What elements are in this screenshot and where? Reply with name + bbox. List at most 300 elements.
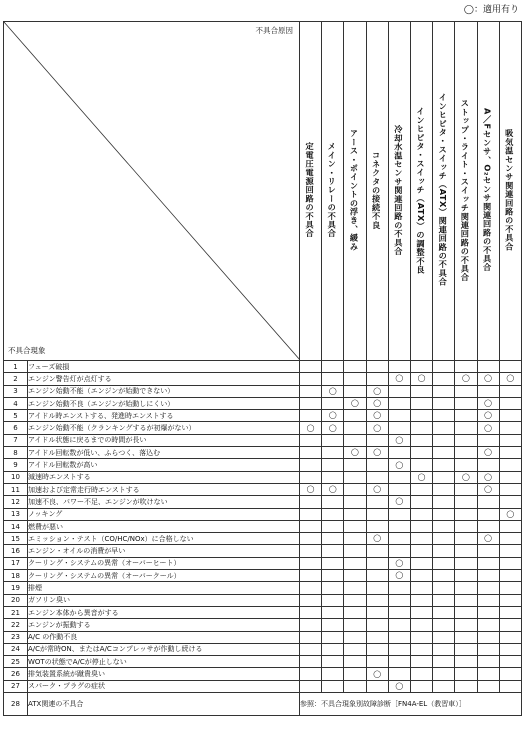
empty-cell (300, 410, 322, 422)
symptom-cell: WOTの状態でA/Cが停止しない (28, 656, 300, 668)
symptom-cause-table (3, 21, 522, 716)
cause-column-label: A／Fセンサ、O₂センサ関連回路の不具合 (482, 108, 493, 272)
symptom-cell: フューズ破損 (28, 361, 300, 373)
empty-cell (344, 557, 366, 569)
empty-cell (477, 520, 499, 532)
row-number: 23 (4, 631, 28, 643)
empty-cell (322, 656, 344, 668)
cause-column-label: 吸気温センサ関連回路の不具合 (504, 129, 515, 251)
empty-cell (344, 385, 366, 397)
empty-cell (388, 447, 410, 459)
empty-cell (344, 643, 366, 655)
table-row (4, 656, 522, 668)
empty-cell (499, 520, 521, 532)
empty-cell (410, 496, 432, 508)
corner-diagonal (4, 22, 300, 360)
empty-cell (455, 385, 477, 397)
empty-cell (322, 533, 344, 545)
empty-cell (410, 570, 432, 582)
empty-cell (300, 582, 322, 594)
empty-cell (455, 619, 477, 631)
applicable-mark: ◯ (322, 410, 344, 422)
empty-cell (300, 434, 322, 446)
empty-cell (300, 606, 322, 618)
empty-cell (300, 668, 322, 680)
empty-cell (499, 631, 521, 643)
empty-cell (455, 594, 477, 606)
table-row (4, 545, 522, 557)
symptom-cell: クーリング・システムの異常（オーバーヒート） (28, 557, 300, 569)
empty-cell (455, 422, 477, 434)
applicable-mark: ◯ (477, 483, 499, 495)
empty-cell (455, 668, 477, 680)
empty-cell (477, 668, 499, 680)
empty-cell (499, 594, 521, 606)
empty-cell (366, 680, 388, 692)
empty-cell (433, 631, 455, 643)
empty-cell (455, 496, 477, 508)
empty-cell (366, 373, 388, 385)
applicable-mark: ◯ (388, 557, 410, 569)
empty-cell (410, 619, 432, 631)
cause-column-header (344, 22, 366, 361)
empty-cell (499, 483, 521, 495)
empty-cell (455, 680, 477, 692)
empty-cell (499, 656, 521, 668)
empty-cell (366, 619, 388, 631)
empty-cell (322, 496, 344, 508)
symptom-cell: 燃費が悪い (28, 520, 300, 532)
empty-cell (344, 533, 366, 545)
empty-cell (410, 397, 432, 409)
empty-cell (477, 361, 499, 373)
empty-cell (388, 361, 410, 373)
empty-cell (455, 557, 477, 569)
empty-cell (344, 483, 366, 495)
table-row (4, 483, 522, 495)
row-number: 2 (4, 373, 28, 385)
table-row (4, 557, 522, 569)
table-body (4, 361, 522, 716)
empty-cell (388, 483, 410, 495)
empty-cell (433, 545, 455, 557)
empty-cell (410, 606, 432, 618)
empty-cell (477, 631, 499, 643)
empty-cell (322, 508, 344, 520)
empty-cell (477, 545, 499, 557)
empty-cell (477, 582, 499, 594)
empty-cell (433, 520, 455, 532)
empty-cell (344, 434, 366, 446)
empty-cell (388, 619, 410, 631)
empty-cell (433, 434, 455, 446)
empty-cell (477, 385, 499, 397)
applicable-mark: ◯ (322, 483, 344, 495)
row-number: 3 (4, 385, 28, 397)
cause-column-header (477, 22, 499, 361)
empty-cell (322, 557, 344, 569)
empty-cell (344, 459, 366, 471)
empty-cell (388, 508, 410, 520)
table-row (4, 508, 522, 520)
empty-cell (366, 545, 388, 557)
empty-cell (455, 643, 477, 655)
table-row (4, 397, 522, 409)
empty-cell (388, 643, 410, 655)
empty-cell (499, 410, 521, 422)
empty-cell (433, 496, 455, 508)
empty-cell (410, 410, 432, 422)
header-row (4, 22, 522, 361)
empty-cell (366, 520, 388, 532)
empty-cell (499, 447, 521, 459)
row-number: 22 (4, 619, 28, 631)
table-row (4, 693, 522, 716)
row-number: 13 (4, 508, 28, 520)
row-number: 12 (4, 496, 28, 508)
applicable-mark: ◯ (455, 471, 477, 483)
empty-cell (410, 520, 432, 532)
empty-cell (300, 373, 322, 385)
empty-cell (322, 570, 344, 582)
empty-cell (344, 668, 366, 680)
empty-cell (499, 434, 521, 446)
empty-cell (410, 422, 432, 434)
empty-cell (344, 631, 366, 643)
row-number: 19 (4, 582, 28, 594)
table-row (4, 361, 522, 373)
empty-cell (410, 483, 432, 495)
empty-cell (433, 668, 455, 680)
empty-cell (499, 385, 521, 397)
empty-cell (344, 520, 366, 532)
cause-column-label: ストップ・ライト・スイッチ関連回路の不具合 (460, 98, 471, 282)
row-number: 26 (4, 668, 28, 680)
applicable-mark: ◯ (322, 422, 344, 434)
empty-cell (322, 447, 344, 459)
cause-column-label: インヒビタ・スイッチ（ATX）の調整不良 (416, 106, 427, 274)
table-row (4, 619, 522, 631)
table-row (4, 631, 522, 643)
applicable-mark: ◯ (477, 373, 499, 385)
empty-cell (300, 619, 322, 631)
symptom-cell: エミッション・テスト（CO/HC/NOx）に合格しない (28, 533, 300, 545)
empty-cell (477, 619, 499, 631)
empty-cell (388, 397, 410, 409)
empty-cell (410, 557, 432, 569)
empty-cell (300, 471, 322, 483)
empty-cell (344, 361, 366, 373)
table-row (4, 434, 522, 446)
cause-column-header (455, 22, 477, 361)
empty-cell (300, 459, 322, 471)
empty-cell (300, 570, 322, 582)
symptom-cell: ノッキング (28, 508, 300, 520)
empty-cell (455, 656, 477, 668)
cause-column-label: コネクタの接続不良 (371, 150, 382, 230)
empty-cell (477, 508, 499, 520)
symptom-cell: クーリング・システムの異常（オーバークール） (28, 570, 300, 582)
symptom-cell: 加速および定常走行時エンストする (28, 483, 300, 495)
empty-cell (300, 508, 322, 520)
row-number: 18 (4, 570, 28, 582)
empty-cell (388, 668, 410, 680)
empty-cell (433, 570, 455, 582)
empty-cell (300, 520, 322, 532)
symptom-cell: アイドル回転数が低い、ふらつく、落込む (28, 447, 300, 459)
table-row (4, 385, 522, 397)
cause-column-label: 冷却水温センサ関連回路の不具合 (393, 124, 404, 256)
empty-cell (455, 533, 477, 545)
row-number: 1 (4, 361, 28, 373)
empty-cell (366, 496, 388, 508)
empty-cell (477, 594, 499, 606)
applicable-mark: ◯ (410, 373, 432, 385)
empty-cell (344, 508, 366, 520)
applicable-mark: ◯ (477, 447, 499, 459)
empty-cell (499, 533, 521, 545)
empty-cell (433, 422, 455, 434)
applicable-mark: ◯ (344, 397, 366, 409)
empty-cell (388, 520, 410, 532)
empty-cell (455, 631, 477, 643)
table-row (4, 373, 522, 385)
empty-cell (388, 656, 410, 668)
empty-cell (300, 557, 322, 569)
empty-cell (410, 582, 432, 594)
empty-cell (455, 582, 477, 594)
table-row (4, 471, 522, 483)
empty-cell (344, 410, 366, 422)
empty-cell (388, 471, 410, 483)
empty-cell (433, 680, 455, 692)
empty-cell (410, 656, 432, 668)
symptom-cell: エンジン本体から異音がする (28, 606, 300, 618)
empty-cell (410, 680, 432, 692)
symptom-cell: 加速不良、パワー不足、エンジンが吹けない (28, 496, 300, 508)
applicable-mark: ◯ (388, 680, 410, 692)
empty-cell (388, 533, 410, 545)
applicable-mark: ◯ (366, 410, 388, 422)
cause-column-label: インヒビタ・スイッチ（ATX）関連回路の不具合 (438, 93, 449, 287)
empty-cell (388, 545, 410, 557)
symptom-cell: ガソリン臭い (28, 594, 300, 606)
empty-cell (366, 656, 388, 668)
applicable-mark: ◯ (366, 397, 388, 409)
empty-cell (477, 606, 499, 618)
empty-cell (433, 643, 455, 655)
empty-cell (499, 459, 521, 471)
applicable-mark: ◯ (388, 570, 410, 582)
symptom-cell: エンジン始動不能（エンジンが始動できない） (28, 385, 300, 397)
empty-cell (322, 680, 344, 692)
empty-cell (410, 631, 432, 643)
empty-cell (410, 361, 432, 373)
applicable-mark: ◯ (388, 373, 410, 385)
empty-cell (300, 447, 322, 459)
empty-cell (433, 373, 455, 385)
empty-cell (499, 545, 521, 557)
empty-cell (499, 361, 521, 373)
empty-cell (322, 582, 344, 594)
applicable-mark: ◯ (477, 471, 499, 483)
empty-cell (322, 668, 344, 680)
row-number: 10 (4, 471, 28, 483)
row-number: 8 (4, 447, 28, 459)
empty-cell (433, 656, 455, 668)
empty-cell (455, 434, 477, 446)
empty-cell (477, 656, 499, 668)
applicable-mark: ◯ (366, 483, 388, 495)
applicable-mark: ◯ (388, 434, 410, 446)
empty-cell (410, 668, 432, 680)
empty-cell (388, 410, 410, 422)
cause-column-label: アース・ポイントの浮き、緩み (349, 129, 360, 251)
empty-cell (499, 471, 521, 483)
empty-cell (366, 459, 388, 471)
applicable-mark: ◯ (388, 459, 410, 471)
empty-cell (433, 483, 455, 495)
empty-cell (388, 422, 410, 434)
symptom-cell: A/C の作動不良 (28, 631, 300, 643)
cause-axis-label: 不具合原因 (255, 26, 293, 35)
symptom-cell: エンジンが振動する (28, 619, 300, 631)
empty-cell (477, 680, 499, 692)
empty-cell (344, 619, 366, 631)
empty-cell (477, 434, 499, 446)
table-row (4, 447, 522, 459)
table-row (4, 680, 522, 692)
empty-cell (366, 631, 388, 643)
symptom-cell: エンジン始動不能（クランキングするが初爆がない） (28, 422, 300, 434)
empty-cell (344, 570, 366, 582)
empty-cell (499, 422, 521, 434)
row-number: 20 (4, 594, 28, 606)
empty-cell (455, 606, 477, 618)
symptom-cell: アイドル時エンストする、発進時エンストする (28, 410, 300, 422)
table-row (4, 533, 522, 545)
empty-cell (300, 361, 322, 373)
empty-cell (366, 582, 388, 594)
applicable-mark: ◯ (477, 410, 499, 422)
legend-note: ◯：適用有り (463, 5, 519, 15)
symptom-cell: アイドル回転数が高い (28, 459, 300, 471)
empty-cell (433, 459, 455, 471)
empty-cell (388, 594, 410, 606)
applicable-mark: ◯ (300, 483, 322, 495)
reference-note: 参照：不具合現象別故障診断［FN4A-EL（教習車）］ (300, 693, 522, 716)
empty-cell (322, 373, 344, 385)
empty-cell (344, 373, 366, 385)
empty-cell (344, 496, 366, 508)
row-number: 9 (4, 459, 28, 471)
empty-cell (477, 570, 499, 582)
empty-cell (433, 582, 455, 594)
empty-cell (499, 680, 521, 692)
empty-cell (455, 570, 477, 582)
applicable-mark: ◯ (477, 422, 499, 434)
empty-cell (300, 631, 322, 643)
empty-cell (433, 447, 455, 459)
symptom-cell: エンジン・オイルの消費が早い (28, 545, 300, 557)
empty-cell (388, 582, 410, 594)
corner-cell (4, 22, 300, 361)
empty-cell (433, 361, 455, 373)
symptom-cell: エンジン始動不良（エンジンが始動しにくい） (28, 397, 300, 409)
table-row (4, 643, 522, 655)
table-row (4, 520, 522, 532)
empty-cell (410, 459, 432, 471)
row-number: 11 (4, 483, 28, 495)
empty-cell (300, 496, 322, 508)
empty-cell (344, 606, 366, 618)
applicable-mark: ◯ (410, 471, 432, 483)
empty-cell (433, 471, 455, 483)
table-row (4, 582, 522, 594)
empty-cell (366, 594, 388, 606)
empty-cell (499, 668, 521, 680)
empty-cell (300, 656, 322, 668)
cause-column-header (366, 22, 388, 361)
empty-cell (455, 483, 477, 495)
empty-cell (433, 533, 455, 545)
empty-cell (322, 459, 344, 471)
empty-cell (455, 545, 477, 557)
applicable-mark: ◯ (344, 447, 366, 459)
table-row (4, 422, 522, 434)
empty-cell (322, 619, 344, 631)
empty-cell (410, 594, 432, 606)
empty-cell (410, 545, 432, 557)
empty-cell (322, 643, 344, 655)
table-row (4, 570, 522, 582)
empty-cell (344, 594, 366, 606)
symptom-cell: 排気装置系統が蹴貴臭い (28, 668, 300, 680)
empty-cell (455, 520, 477, 532)
empty-cell (499, 643, 521, 655)
empty-cell (366, 508, 388, 520)
empty-cell (477, 496, 499, 508)
table-row (4, 594, 522, 606)
empty-cell (499, 496, 521, 508)
empty-cell (410, 643, 432, 655)
empty-cell (410, 447, 432, 459)
row-number: 24 (4, 643, 28, 655)
empty-cell (388, 606, 410, 618)
empty-cell (366, 434, 388, 446)
cause-column-header (300, 22, 322, 361)
row-number: 15 (4, 533, 28, 545)
symptom-cell: エンジン警告灯が点灯する (28, 373, 300, 385)
table-row (4, 668, 522, 680)
symptom-cell: A/Cが常時ON、またはA/Cコンプレッサが作動し続ける (28, 643, 300, 655)
empty-cell (300, 545, 322, 557)
empty-cell (344, 680, 366, 692)
empty-cell (300, 397, 322, 409)
empty-cell (433, 594, 455, 606)
empty-cell (388, 631, 410, 643)
cause-column-label: 定電圧電源回路の不具合 (305, 142, 316, 238)
row-number: 14 (4, 520, 28, 532)
empty-cell (322, 545, 344, 557)
row-number: 25 (4, 656, 28, 668)
row-number: 28 (4, 693, 28, 716)
empty-cell (433, 619, 455, 631)
symptom-cell: 減速時エンストする (28, 471, 300, 483)
empty-cell (344, 582, 366, 594)
cause-column-header (499, 22, 521, 361)
empty-cell (366, 606, 388, 618)
